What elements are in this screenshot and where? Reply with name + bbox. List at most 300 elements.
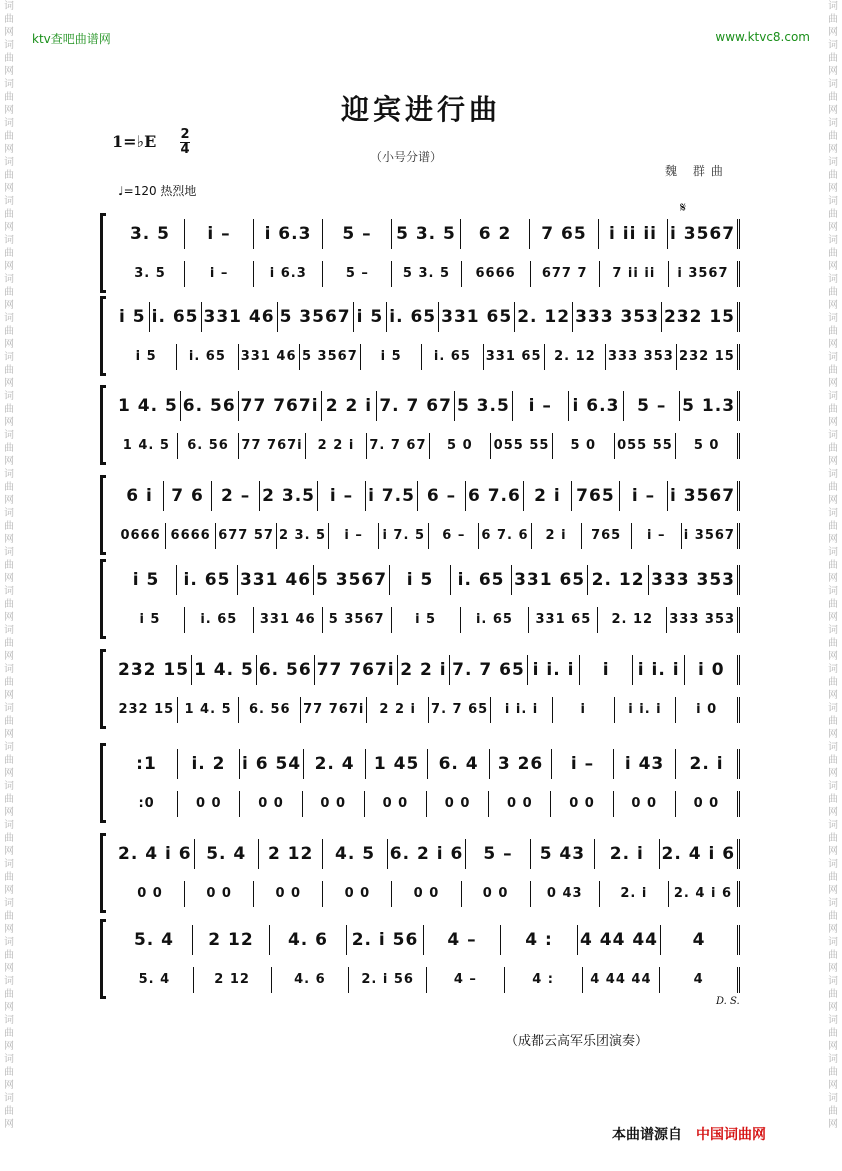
- watermark-char: 网: [828, 261, 838, 272]
- measure: 4 44 44: [578, 925, 661, 955]
- watermark-char: 词: [828, 820, 838, 831]
- watermark-char: 曲: [4, 911, 14, 922]
- watermark-char: 网: [4, 495, 14, 506]
- watermark-char: 曲: [4, 287, 14, 298]
- lower-staff: [116, 881, 740, 907]
- lower-staff: [116, 697, 740, 723]
- measure: i 3567: [669, 261, 740, 287]
- watermark-right: [824, 0, 842, 1171]
- watermark-char: 词: [828, 742, 838, 753]
- watermark-char: 词: [828, 118, 838, 129]
- measure: 4 –: [427, 967, 505, 993]
- measure: i. 65: [150, 302, 202, 332]
- measure: 5 0: [430, 433, 492, 459]
- measure: 2. 12: [515, 302, 573, 332]
- measure: 2 2 i: [306, 433, 368, 459]
- measure: 4 :: [505, 967, 583, 993]
- watermark-char: 词: [828, 703, 838, 714]
- measure: 5. 4: [195, 839, 259, 869]
- watermark-char: 曲: [4, 443, 14, 454]
- watermark-char: 词: [4, 1, 14, 12]
- measure: i. 65: [177, 344, 238, 370]
- watermark-char: 词: [4, 469, 14, 480]
- time-signature: [180, 128, 190, 157]
- measure: 0 43: [531, 881, 600, 907]
- score-system: [100, 551, 740, 641]
- measure: 055 55: [491, 433, 553, 459]
- measure: 6 7. 6: [479, 523, 531, 549]
- measure: 2 –: [212, 481, 260, 511]
- measure: 5 –: [323, 219, 392, 249]
- measure: 1 4. 5: [192, 655, 257, 685]
- measure: 2. i: [600, 881, 669, 907]
- watermark-char: 网: [828, 495, 838, 506]
- measure: 055 55: [615, 433, 677, 459]
- score-subtitle: （小号分谱）: [370, 150, 443, 164]
- watermark-char: 曲: [828, 365, 838, 376]
- measure: 2 3. 5: [277, 523, 329, 549]
- measure: i i. i: [528, 655, 581, 685]
- measure: i 6.3: [569, 391, 625, 421]
- measure: i –: [620, 481, 668, 511]
- watermark-char: 曲: [4, 53, 14, 64]
- watermark-char: 词: [828, 976, 838, 987]
- site-url-right[interactable]: www.ktvc8.com: [715, 30, 810, 44]
- watermark-char: 网: [4, 651, 14, 662]
- watermark-char: 曲: [4, 716, 14, 727]
- watermark-char: 网: [4, 729, 14, 740]
- measure: :1: [116, 749, 178, 779]
- watermark-char: 词: [4, 391, 14, 402]
- watermark-char: 曲: [828, 677, 838, 688]
- measure: i 3567: [668, 481, 740, 511]
- measure: i –: [513, 391, 569, 421]
- watermark-char: 曲: [4, 209, 14, 220]
- watermark-left: [0, 0, 18, 1171]
- measure: 6. 4: [428, 749, 490, 779]
- measure: 5 43: [531, 839, 595, 869]
- watermark-char: 网: [828, 1002, 838, 1013]
- watermark-char: 词: [828, 586, 838, 597]
- measure: 0 0: [676, 791, 740, 817]
- measure: 333 353: [667, 607, 740, 633]
- watermark-char: 网: [828, 768, 838, 779]
- watermark-char: 词: [828, 313, 838, 324]
- performer-credit: （成都云高军乐团演奏）: [505, 1034, 649, 1049]
- measure: i –: [552, 749, 614, 779]
- dal-segno-mark: D. S.: [716, 996, 740, 1007]
- watermark-char: 曲: [828, 14, 838, 25]
- watermark-char: 曲: [828, 53, 838, 64]
- measure: 2 i: [524, 481, 572, 511]
- watermark-char: 网: [828, 924, 838, 935]
- watermark-char: 曲: [4, 1106, 14, 1117]
- upper-staff: [116, 391, 740, 421]
- measure: 0 0: [116, 881, 185, 907]
- system-bracket: [100, 385, 106, 465]
- measure: i –: [185, 261, 254, 287]
- watermark-char: 网: [828, 729, 838, 740]
- measure: i. 65: [387, 302, 439, 332]
- watermark-char: 词: [4, 196, 14, 207]
- watermark-char: 词: [4, 976, 14, 987]
- measure: i 5: [392, 607, 461, 633]
- measure: i 7. 5: [379, 523, 429, 549]
- watermark-char: 词: [4, 859, 14, 870]
- watermark-char: 词: [828, 469, 838, 480]
- measure: 6. 56: [181, 391, 239, 421]
- measure: 2. i 56: [349, 967, 427, 993]
- measure: 0 0: [178, 791, 240, 817]
- lower-staff: [116, 791, 740, 817]
- watermark-char: 网: [4, 1002, 14, 1013]
- measure: 4 44 44: [583, 967, 661, 993]
- lower-staff: [116, 607, 740, 633]
- measure: i –: [318, 481, 366, 511]
- watermark-char: 曲: [4, 638, 14, 649]
- watermark-char: 网: [828, 1080, 838, 1091]
- watermark-char: 词: [828, 1054, 838, 1065]
- watermark-char: 词: [4, 547, 14, 558]
- watermark-char: 网: [828, 612, 838, 623]
- measure: 1 4. 5: [116, 433, 178, 459]
- score-system: [100, 911, 740, 1001]
- watermark-char: 网: [828, 417, 838, 428]
- measure: 2. i 56: [347, 925, 424, 955]
- measure: 5 3567: [314, 565, 390, 595]
- measure: 2. 4 i 6: [116, 839, 195, 869]
- measure: 5 1.3: [680, 391, 740, 421]
- watermark-char: 网: [4, 573, 14, 584]
- watermark-char: 曲: [828, 1028, 838, 1039]
- measure: 77 767i: [239, 433, 305, 459]
- measure: 2 2 i: [367, 697, 429, 723]
- watermark-char: 曲: [4, 248, 14, 259]
- measure: 0 0: [365, 791, 427, 817]
- measure: 6666: [462, 261, 531, 287]
- measure: 6 –: [429, 523, 479, 549]
- watermark-char: 曲: [4, 950, 14, 961]
- watermark-char: 词: [828, 1093, 838, 1104]
- watermark-char: 词: [828, 391, 838, 402]
- watermark-char: 网: [828, 807, 838, 818]
- watermark-char: 词: [828, 1, 838, 12]
- score-system: [100, 377, 740, 467]
- watermark-char: 词: [4, 313, 14, 324]
- score-system: [100, 641, 740, 731]
- watermark-char: 曲: [828, 521, 838, 532]
- measure: 333 353: [606, 344, 677, 370]
- measure: 5 3. 5: [392, 261, 461, 287]
- watermark-char: 曲: [828, 1067, 838, 1078]
- watermark-char: 曲: [828, 482, 838, 493]
- watermark-char: 网: [828, 105, 838, 116]
- watermark-char: 曲: [4, 872, 14, 883]
- score-system: [100, 825, 740, 915]
- watermark-char: 网: [828, 183, 838, 194]
- watermark-char: 网: [4, 690, 14, 701]
- watermark-char: 网: [4, 105, 14, 116]
- watermark-char: 网: [4, 1041, 14, 1052]
- watermark-char: 曲: [828, 92, 838, 103]
- watermark-char: 词: [4, 157, 14, 168]
- watermark-char: 曲: [4, 170, 14, 181]
- watermark-char: 曲: [4, 404, 14, 415]
- watermark-char: 词: [828, 430, 838, 441]
- watermark-char: 网: [4, 66, 14, 77]
- watermark-char: 网: [4, 378, 14, 389]
- measure: i 5: [116, 565, 177, 595]
- measure: i i. i: [615, 697, 677, 723]
- measure: 0 0: [254, 881, 323, 907]
- measure: 331 46: [254, 607, 323, 633]
- measure: 677 57: [216, 523, 277, 549]
- watermark-char: 词: [4, 664, 14, 675]
- watermark-char: 曲: [4, 1067, 14, 1078]
- measure: 7 6: [164, 481, 212, 511]
- measure: i 5: [354, 302, 388, 332]
- watermark-char: 曲: [828, 404, 838, 415]
- watermark-char: 网: [828, 144, 838, 155]
- measure: 2. 12: [598, 607, 667, 633]
- upper-staff: [116, 839, 740, 869]
- system-bracket: [100, 213, 106, 293]
- measure: i 3567: [682, 523, 740, 549]
- measure: i 0: [685, 655, 740, 685]
- measure: 2 12: [193, 925, 270, 955]
- measure: 2. i: [676, 749, 740, 779]
- watermark-char: 词: [4, 1015, 14, 1026]
- measure: 1 4. 5: [178, 697, 240, 723]
- watermark-char: 曲: [828, 1106, 838, 1117]
- watermark-char: 词: [828, 508, 838, 519]
- watermark-char: 网: [4, 144, 14, 155]
- measure: 5. 4: [116, 925, 193, 955]
- measure: i. 2: [178, 749, 240, 779]
- measure: i 0: [676, 697, 740, 723]
- measure: 331 46: [238, 565, 314, 595]
- measure: 7 65: [530, 219, 599, 249]
- watermark-char: 网: [828, 378, 838, 389]
- meter-top: 2: [180, 127, 190, 142]
- watermark-char: 词: [4, 625, 14, 636]
- watermark-char: 曲: [828, 170, 838, 181]
- watermark-char: 网: [828, 66, 838, 77]
- watermark-char: 词: [828, 79, 838, 90]
- watermark-char: 词: [4, 40, 14, 51]
- measure: 2. 4: [304, 749, 366, 779]
- watermark-char: 词: [828, 898, 838, 909]
- system-bracket: [100, 559, 106, 639]
- measure: 0666: [116, 523, 166, 549]
- measure: 0 0: [462, 881, 531, 907]
- watermark-char: 词: [828, 859, 838, 870]
- watermark-char: 网: [828, 963, 838, 974]
- upper-staff: [116, 655, 740, 685]
- upper-staff: [116, 749, 740, 779]
- watermark-char: 曲: [4, 989, 14, 1000]
- watermark-char: 曲: [828, 326, 838, 337]
- score-title: 迎宾进行曲: [340, 93, 501, 126]
- watermark-char: 词: [828, 157, 838, 168]
- measure: 232 15: [677, 344, 740, 370]
- source-footer: [612, 1124, 766, 1144]
- measure: 5 –: [624, 391, 680, 421]
- watermark-char: 词: [828, 1015, 838, 1026]
- measure: i 5: [390, 565, 451, 595]
- measure: i. 65: [451, 565, 512, 595]
- watermark-char: 词: [4, 508, 14, 519]
- watermark-char: 网: [828, 456, 838, 467]
- watermark-char: 曲: [4, 833, 14, 844]
- watermark-char: 曲: [4, 131, 14, 142]
- source-brand[interactable]: 中国词曲网: [696, 1127, 766, 1143]
- watermark-char: 网: [4, 612, 14, 623]
- tempo-marking: ♩=120 热烈地: [118, 184, 197, 198]
- measure: 2 12: [259, 839, 323, 869]
- measure: 5 3567: [323, 607, 392, 633]
- measure: 2. 4 i 6: [669, 881, 740, 907]
- watermark-char: 曲: [4, 482, 14, 493]
- measure: 6. 56: [178, 433, 240, 459]
- watermark-char: 网: [4, 417, 14, 428]
- measure: 331 46: [202, 302, 278, 332]
- watermark-char: 曲: [4, 365, 14, 376]
- measure: 77 767i: [315, 655, 398, 685]
- measure: 4: [661, 925, 740, 955]
- system-bracket: [100, 475, 106, 555]
- system-bracket: [100, 743, 106, 823]
- measure: 3 26: [490, 749, 552, 779]
- measure: 333 353: [649, 565, 740, 595]
- measure: 2 2 i: [322, 391, 378, 421]
- upper-staff: [116, 302, 740, 332]
- measure: 2. 4 i 6: [660, 839, 741, 869]
- watermark-char: 曲: [828, 209, 838, 220]
- watermark-char: 词: [828, 40, 838, 51]
- watermark-char: 网: [4, 456, 14, 467]
- watermark-char: 网: [4, 534, 14, 545]
- watermark-char: 网: [4, 885, 14, 896]
- measure: 0 0: [323, 881, 392, 907]
- watermark-char: 网: [828, 690, 838, 701]
- measure: i 6.3: [254, 261, 323, 287]
- watermark-char: 曲: [828, 950, 838, 961]
- score-system: [100, 735, 740, 825]
- measure: 677 7: [531, 261, 600, 287]
- watermark-char: 网: [828, 339, 838, 350]
- measure: 7. 7 67: [377, 391, 455, 421]
- watermark-char: 曲: [4, 326, 14, 337]
- measure: 0 0: [551, 791, 613, 817]
- lower-staff: [116, 523, 740, 549]
- measure: 0 0: [427, 791, 489, 817]
- watermark-char: 曲: [828, 287, 838, 298]
- measure: 6 2: [461, 219, 530, 249]
- measure: 232 15: [116, 655, 192, 685]
- measure: i ii ii: [599, 219, 668, 249]
- measure: 232 15: [662, 302, 740, 332]
- watermark-char: 曲: [828, 638, 838, 649]
- score-system: [100, 205, 740, 295]
- segno-sign: 𝄋: [680, 200, 687, 216]
- watermark-char: 词: [4, 118, 14, 129]
- measure: 765: [572, 481, 620, 511]
- watermark-char: 词: [4, 1054, 14, 1065]
- watermark-char: 词: [4, 274, 14, 285]
- measure: 5 0: [553, 433, 615, 459]
- measure: 7 ii ii: [600, 261, 669, 287]
- measure: 7. 7 65: [429, 697, 491, 723]
- measure: 4. 5: [323, 839, 387, 869]
- meter-bottom: 4: [180, 142, 190, 157]
- watermark-char: 网: [4, 1119, 14, 1130]
- watermark-char: 网: [4, 27, 14, 38]
- measure: 2 3.5: [260, 481, 318, 511]
- system-bracket: [100, 833, 106, 913]
- measure: 77 767i: [239, 391, 322, 421]
- measure: 4: [660, 967, 740, 993]
- measure: 2. 12: [545, 344, 606, 370]
- watermark-char: 曲: [4, 755, 14, 766]
- watermark-char: 曲: [828, 872, 838, 883]
- lower-staff: [116, 261, 740, 287]
- watermark-char: 曲: [828, 989, 838, 1000]
- watermark-char: 词: [828, 352, 838, 363]
- measure: 2 12: [194, 967, 272, 993]
- watermark-char: 网: [4, 1080, 14, 1091]
- watermark-char: 曲: [828, 716, 838, 727]
- watermark-char: 曲: [828, 794, 838, 805]
- watermark-char: 网: [828, 846, 838, 857]
- watermark-char: 词: [828, 664, 838, 675]
- watermark-char: 词: [828, 625, 838, 636]
- measure: 331 65: [484, 344, 545, 370]
- measure: i. 65: [461, 607, 530, 633]
- measure: 2. 12: [588, 565, 649, 595]
- measure: i –: [185, 219, 254, 249]
- watermark-char: 词: [4, 79, 14, 90]
- measure: 4. 6: [270, 925, 347, 955]
- watermark-char: 网: [828, 1119, 838, 1130]
- watermark-char: 网: [4, 222, 14, 233]
- watermark-char: 曲: [828, 131, 838, 142]
- watermark-char: 曲: [4, 599, 14, 610]
- watermark-char: 曲: [828, 599, 838, 610]
- measure: 5 3.5: [455, 391, 513, 421]
- measure: 4 :: [501, 925, 578, 955]
- measure: 331 46: [239, 344, 300, 370]
- watermark-char: 网: [4, 300, 14, 311]
- measure: 2. i: [595, 839, 659, 869]
- watermark-char: 曲: [4, 14, 14, 25]
- measure: 6 –: [418, 481, 466, 511]
- measure: 6. 56: [239, 697, 301, 723]
- upper-staff: [116, 925, 740, 955]
- measure: i i. i: [491, 697, 553, 723]
- watermark-char: 词: [4, 820, 14, 831]
- watermark-char: 网: [828, 222, 838, 233]
- watermark-char: 词: [4, 1093, 14, 1104]
- measure: 0 0: [185, 881, 254, 907]
- key-signature: 1=♭E: [112, 132, 157, 151]
- measure: 4 –: [424, 925, 501, 955]
- lower-staff: [116, 344, 740, 370]
- measure: 3. 5: [116, 261, 185, 287]
- site-name-left[interactable]: ktv查吧曲谱网: [32, 32, 111, 46]
- measure: 0 0: [614, 791, 676, 817]
- measure: 7. 7 67: [367, 433, 429, 459]
